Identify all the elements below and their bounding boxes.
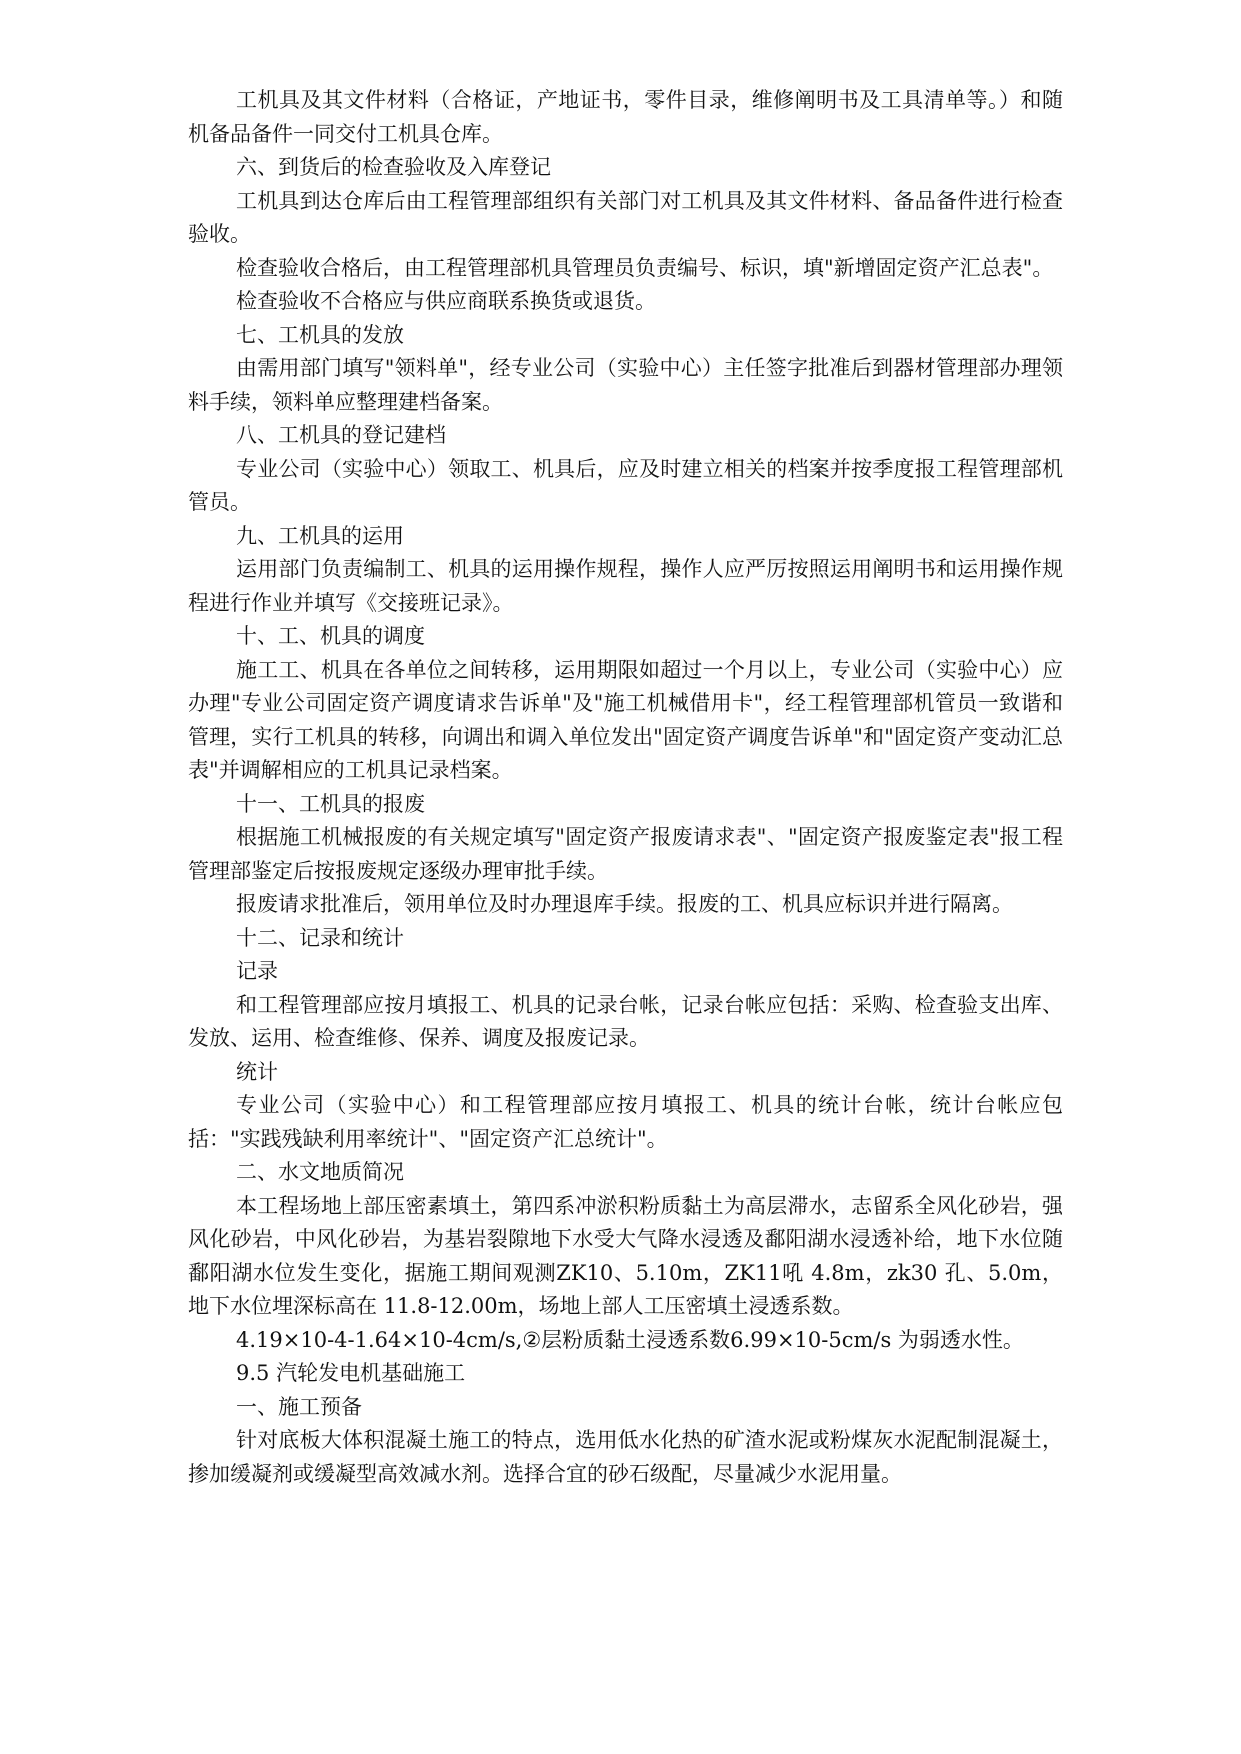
heading-arrival-inspection: 六、到货后的检查验收及入库登记	[236, 155, 551, 179]
subheading-records: 记录	[236, 959, 278, 983]
paragraph-tool-scrapping: 根据施工机械报废的有关规定填写"固定资产报废请求表"、"固定资产报废鉴定表"报工程管理部鉴定后按报废规定逐级办理审批手续。	[188, 825, 1063, 883]
heading-records-statistics: 十二、记录和统计	[236, 925, 404, 950]
paragraph-tool-registration: 专业公司（实验中心）领取工、机具后，应及时建立相关的档案并按季度报工程管理部机管员。	[188, 456, 1063, 514]
paragraph-inspection-failed: 检查验收不合格应与供应商联系换货或退货。	[236, 289, 656, 313]
subheading-statistics: 统计	[236, 1059, 278, 1084]
paragraph-tool-dispatch: 施工工、机具在各单位之间转移，运用期限如超过一个月以上，专业公司（实验中心）应办理"专业公司固定资产调度请求告诉单"及"施工机械借用卡"，经工程管理部机管员一致谐和管理，实行工机具的转移，向调出和调入单位发出"固定资产调度告诉单"和"固定资产变动汇总表"并调解相应的工机具记录档案。	[188, 657, 1063, 782]
paragraph-tool-usage: 运用部门负责编制工、机具的运用操作规程，操作人应严厉按照运用阐明书和运用操作规程进行作业并填写《交接班记录》。	[188, 557, 1063, 615]
heading-tool-scrapping: 十一、工机具的报废	[236, 791, 425, 816]
paragraph-permeability: 4.19×10-4-1.64×10-4cm/s,②层粉质黏土浸透系数6.99×10-5cm/s 为弱透水性。	[236, 1327, 1024, 1352]
heading-tool-issue: 七、工机具的发放	[236, 322, 404, 347]
heading-tool-registration: 八、工机具的登记建档	[236, 423, 446, 447]
heading-tool-usage: 九、工机具的运用	[236, 523, 404, 548]
paragraph-scrapping-approved: 报废请求批准后，领用单位及时办理退库手续。报废的工、机具应标识并进行隔离。	[236, 892, 1013, 916]
heading-tool-dispatch: 十、工、机具的调度	[236, 624, 425, 648]
paragraph-inspection-passed: 检查验收合格后，由工程管理部机具管理员负责编号、标识，填"新增固定资产汇总表"。	[236, 255, 1054, 280]
heading-construction-preparation: 一、施工预备	[236, 1394, 362, 1419]
paragraph-arrival-inspection: 工机具到达仓库后由工程管理部组织有关部门对工机具及其文件材料、备品备件进行检查验收。	[188, 188, 1063, 246]
paragraph-concrete-preparation: 针对底板大体积混凝土施工的特点，选用低水化热的矿渣水泥或粉煤灰水泥配制混凝土，掺加缓凝剂或缓凝型高效减水剂。选择合宜的砂石级配，尽量减少水泥用量。	[188, 1428, 1063, 1486]
paragraph-hydrogeology: 本工程场地上部压密素填土，第四系冲淤积粉质黏土为高层滞水，志留系全风化砂岩，强风化砂岩，中风化砂岩，为基岩裂隙地下水受大气降水浸透及鄱阳湖水浸透补给，地下水位随鄱阳湖水位发生变化，据施工期间观测ZK10、5.10m，ZK11吼 4.8m，zk30 孔、5.0m，地下水位埋深标高在 11.8-12.00m，场地上部人工压密填土浸透系数。	[188, 1193, 1063, 1318]
document-body	[188, 84, 1063, 1491]
heading-hydrogeology: 二、水文地质简况	[236, 1160, 404, 1184]
paragraph-statistics: 专业公司（实验中心）和工程管理部应按月填报工、机具的统计台帐，统计台帐应包括："实践残缺利用率统计"、"固定资产汇总统计"。	[188, 1093, 1063, 1151]
paragraph-tool-issue: 由需用部门填写"领料单"，经专业公司（实验中心）主任签字批准后到器材管理部办理领料手续，领料单应整理建档备案。	[188, 356, 1063, 414]
heading-turbine-foundation: 9.5 汽轮发电机基础施工	[236, 1361, 466, 1385]
paragraph-tool-documents: 工机具及其文件材料（合格证，产地证书，零件目录，维修阐明书及工具清单等。）和随机备品备件一同交付工机具仓库。	[188, 88, 1063, 146]
paragraph-records: 和工程管理部应按月填报工、机具的记录台帐，记录台帐应包括：采购、检查验支出库、发放、运用、检查维修、保养、调度及报废记录。	[188, 992, 1063, 1050]
